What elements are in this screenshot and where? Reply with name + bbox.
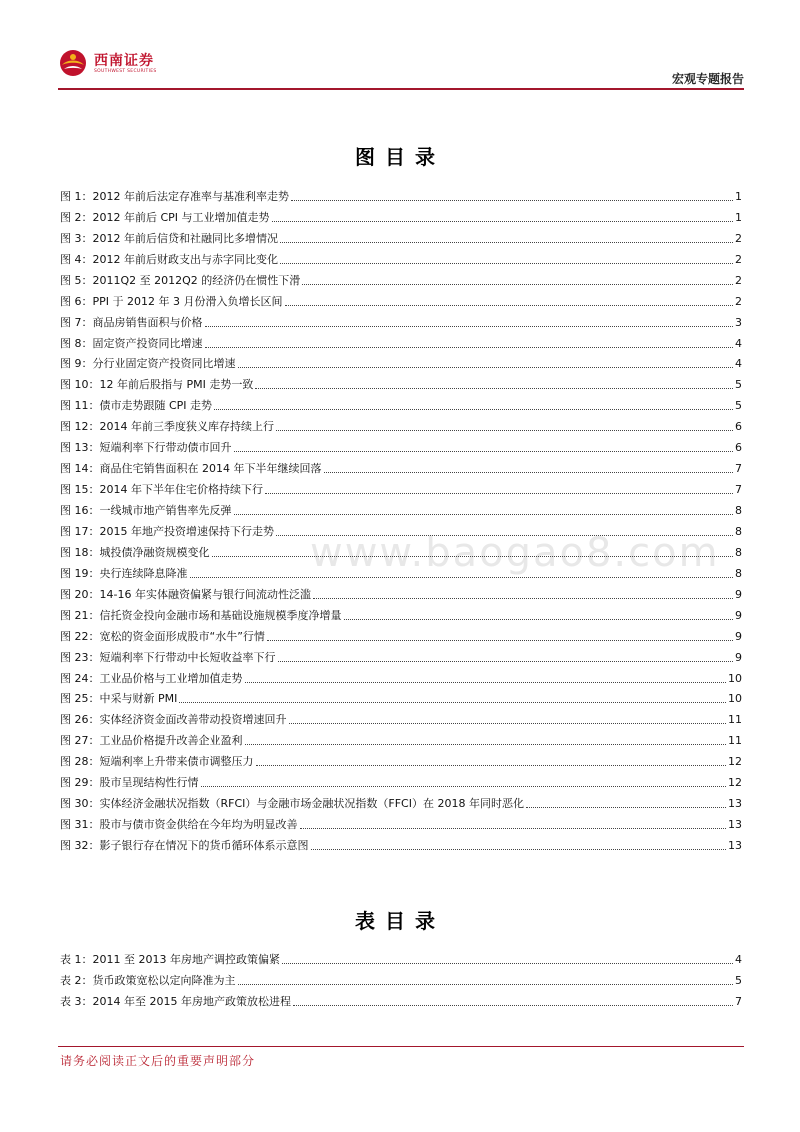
toc-page-number: 2	[735, 231, 742, 245]
toc-entry[interactable]	[60, 946, 742, 967]
toc-entry-text: 宽松的资金面形成股市“水牛”行情	[99, 629, 265, 643]
toc-page-number: 13	[728, 797, 742, 811]
toc-entry-number: 图 4：	[60, 252, 93, 266]
toc-entry-text: 商品住宅销售面积在 2014 年下半年继续回落	[99, 462, 322, 476]
toc-entry-title	[60, 483, 265, 497]
toc-entry-title	[60, 357, 238, 371]
toc-entry[interactable]	[60, 183, 742, 204]
toc-entry[interactable]	[60, 330, 742, 351]
toc-dot-leader	[282, 963, 733, 964]
toc-page-number: 10	[728, 692, 742, 706]
toc-entry-text: 工业品价格提升改善企业盈利	[99, 734, 243, 748]
toc-dot-leader	[267, 640, 733, 641]
toc-entry-title	[60, 651, 278, 665]
toc-dot-leader	[280, 242, 733, 243]
toc-entry-title	[60, 776, 201, 790]
toc-entry-text: 影子银行存在情况下的货币循环体系示意图	[99, 839, 309, 852]
toc-dot-leader	[205, 326, 734, 327]
toc-page-number: 8	[735, 524, 742, 538]
toc-entry-number: 图 13：	[60, 441, 100, 455]
toc-page-number: 9	[735, 629, 742, 643]
toc-entry-title	[60, 588, 313, 602]
toc-entry-text: 2012 年前后法定存准率与基准利率走势	[92, 189, 289, 203]
toc-dot-leader	[313, 598, 733, 599]
toc-entry-text: 股市与债市资金供给在今年均为明显改善	[99, 818, 298, 832]
toc-entry-text: 2012 年前后财政支出与赤字同比变化	[92, 252, 278, 266]
toc-entry-number: 图 16：	[60, 504, 100, 517]
toc-entry-text: 商品房销售面积与价格	[92, 315, 203, 329]
toc-entry-number: 图 31：	[60, 818, 100, 832]
toc-entry-title	[60, 232, 280, 246]
toc-entry-text: 实体经济金融状况指数（RFCI）与金融市场金融状况指数（FFCI）在 2018 年同时恶化	[99, 797, 524, 811]
toc-dot-leader	[291, 200, 733, 201]
watermark: www.baogao8.com	[310, 530, 720, 576]
toc-entry-text: 2014 年前三季度狭义库存持续上行	[99, 420, 274, 434]
toc-entry-number: 图 18：	[60, 545, 100, 559]
toc-dot-leader	[293, 1005, 733, 1006]
toc-page-number: 11	[728, 734, 742, 748]
toc-dot-leader	[212, 556, 734, 557]
toc-entry[interactable]	[60, 518, 742, 539]
toc-page-number: 8	[735, 504, 742, 517]
toc-entry-text: 2014 年下半年住宅价格持续下行	[99, 483, 263, 497]
toc-dot-leader	[245, 744, 727, 745]
toc-entry[interactable]	[60, 581, 742, 602]
toc-entry-number: 图 32：	[60, 839, 100, 852]
toc-entry-text: 2011 至 2013 年房地产调控政策偏紧	[92, 952, 280, 966]
toc-entry-text: 分行业固定资产投资同比增速	[92, 357, 236, 371]
toc-page-number: 4	[735, 357, 742, 371]
table-index-title: 表目录	[355, 909, 445, 933]
toc-entry-number: 表 3：	[60, 994, 93, 1008]
toc-entry[interactable]	[60, 497, 742, 518]
toc-dot-leader	[272, 221, 733, 222]
toc-entry-number: 图 25：	[60, 692, 100, 706]
toc-page-number: 11	[728, 713, 742, 727]
toc-entry-text: 2015 年地产投资增速保持下行走势	[99, 524, 274, 538]
toc-dot-leader	[214, 409, 733, 410]
toc-entry-number: 图 21：	[60, 608, 100, 622]
toc-entry[interactable]	[60, 748, 742, 769]
toc-page-number: 12	[728, 755, 742, 769]
toc-entry-title	[60, 953, 282, 967]
toc-entry[interactable]	[60, 539, 742, 560]
toc-entry-title	[60, 504, 234, 518]
toc-entry-text: 债市走势跟随 CPI 走势	[99, 399, 213, 413]
footer-divider	[58, 1046, 744, 1047]
toc-entry-number: 图 17：	[60, 524, 100, 538]
toc-page-number: 13	[728, 839, 742, 852]
toc-page-number: 6	[735, 420, 742, 434]
toc-page-number: 7	[735, 462, 742, 476]
toc-entry-number: 图 20：	[60, 587, 100, 601]
toc-entry-title	[60, 630, 267, 644]
toc-page-number: 9	[735, 587, 742, 601]
report-type-label: 宏观专题报告	[671, 72, 744, 86]
toc-dot-leader	[289, 723, 727, 724]
toc-entry-title	[60, 713, 289, 727]
toc-dot-leader	[238, 984, 734, 985]
toc-entry-title	[60, 734, 245, 748]
toc-entry-title	[60, 609, 344, 623]
toc-entry-number: 图 1：	[60, 189, 93, 203]
toc-entry[interactable]	[60, 267, 742, 288]
toc-dot-leader	[276, 430, 733, 431]
toc-entry-title	[60, 274, 302, 288]
toc-entry-number: 图 2：	[60, 210, 93, 224]
toc-entry-text: 股市呈现结构性行情	[99, 776, 199, 790]
toc-entry[interactable]	[60, 309, 742, 330]
toc-entry-title	[60, 295, 285, 309]
toc-entry[interactable]	[60, 967, 742, 988]
toc-dot-leader	[278, 661, 734, 662]
toc-page-number: 3	[735, 315, 742, 329]
toc-entry[interactable]	[60, 455, 742, 476]
toc-page-number: 13	[728, 818, 742, 832]
toc-entry[interactable]	[60, 832, 742, 853]
toc-entry-text: 工业品价格与工业增加值走势	[99, 671, 243, 685]
toc-entry-number: 图 15：	[60, 483, 100, 497]
toc-page-number: 2	[735, 252, 742, 266]
toc-entry-text: 短端利率下行带动中长短收益率下行	[99, 650, 276, 664]
toc-entry-text: 央行连续降息降准	[99, 566, 188, 580]
toc-dot-leader	[276, 535, 733, 536]
toc-entry[interactable]	[60, 602, 742, 623]
toc-dot-leader	[280, 263, 733, 264]
toc-page-number: 5	[735, 378, 742, 392]
toc-entry-title	[60, 672, 245, 686]
toc-entry[interactable]	[60, 665, 742, 686]
toc-entry-text: PPI 于 2012 年 3 月份滑入负增长区间	[92, 294, 283, 308]
toc-page-number: 8	[735, 545, 742, 559]
toc-entry[interactable]	[60, 288, 742, 309]
toc-page-number: 2	[735, 294, 742, 308]
toc-entry-number: 图 6：	[60, 294, 93, 308]
toc-entry-title	[60, 441, 234, 455]
toc-entry-text: 固定资产投资同比增速	[92, 336, 203, 350]
toc-entry-text: 城投债净融资规模变化	[99, 545, 210, 559]
toc-page-number: 2	[735, 273, 742, 287]
toc-dot-leader	[302, 284, 733, 285]
toc-entry-title	[60, 253, 280, 267]
toc-entry-title	[60, 399, 214, 413]
toc-entry[interactable]	[60, 769, 742, 790]
footer-disclaimer: 请务必阅读正文后的重要声明部分	[60, 1054, 256, 1068]
toc-dot-leader	[344, 619, 734, 620]
toc-entry[interactable]	[60, 623, 742, 644]
toc-entry-title	[60, 692, 179, 706]
toc-entry-text: 12 年前后股指与 PMI 走势一致	[99, 378, 254, 392]
toc-entry-number: 图 29：	[60, 776, 100, 790]
toc-entry[interactable]	[60, 706, 742, 727]
toc-entry[interactable]	[60, 225, 742, 246]
toc-dot-leader	[234, 451, 734, 452]
toc-entry-number: 图 10：	[60, 378, 100, 392]
toc-page-number: 5	[735, 973, 742, 987]
toc-entry-number: 图 9：	[60, 357, 93, 371]
toc-entry-number: 图 22：	[60, 629, 100, 643]
toc-dot-leader	[255, 388, 733, 389]
toc-entry-number: 图 11：	[60, 399, 100, 413]
toc-entry[interactable]	[60, 560, 742, 581]
toc-entry-title	[60, 995, 293, 1009]
toc-entry-number: 图 30：	[60, 797, 100, 811]
toc-entry-number: 图 27：	[60, 734, 100, 748]
toc-entry-title	[60, 755, 256, 769]
toc-entry-title	[60, 420, 276, 434]
toc-page-number: 1	[735, 210, 742, 224]
toc-entry-text: 短端利率上升带来债市调整压力	[99, 755, 254, 769]
toc-page-number: 6	[735, 441, 742, 455]
toc-entry-title	[60, 974, 238, 988]
toc-entry[interactable]	[60, 371, 742, 392]
toc-entry[interactable]	[60, 351, 742, 372]
toc-dot-leader	[234, 514, 734, 515]
toc-dot-leader	[285, 305, 734, 306]
logo-chinese-name: 西南证券	[94, 53, 154, 69]
toc-entry-text: 信托资金投向金融市场和基础设施规模季度净增量	[99, 608, 342, 622]
toc-dot-leader	[201, 786, 727, 787]
toc-entry-number: 图 8：	[60, 336, 93, 350]
toc-entry-text: 一线城市地产销售率先反弹	[99, 504, 232, 517]
toc-entry[interactable]	[60, 204, 742, 225]
toc-dot-leader	[179, 702, 726, 703]
toc-page-number: 4	[735, 336, 742, 350]
toc-entry-text: 实体经济资金面改善带动投资增速回升	[99, 713, 287, 727]
toc-entry-text: 2014 年至 2015 年房地产政策放松进程	[92, 994, 291, 1008]
toc-dot-leader	[526, 807, 726, 808]
company-logo	[58, 48, 178, 84]
toc-entry-title	[60, 316, 205, 330]
toc-entry-number: 图 5：	[60, 273, 93, 287]
toc-entry-text: 2012 年前后信贷和社融同比多增情况	[92, 231, 278, 245]
logo-mark-icon	[58, 48, 88, 78]
toc-entry[interactable]	[60, 811, 742, 832]
table-index-list	[60, 946, 742, 1009]
toc-entry[interactable]	[60, 392, 742, 413]
toc-entry-title	[60, 378, 255, 392]
toc-entry-number: 图 12：	[60, 420, 100, 434]
toc-entry-title	[60, 546, 212, 560]
toc-entry-number: 图 14：	[60, 462, 100, 476]
toc-entry[interactable]	[60, 988, 742, 1009]
toc-entry-number: 图 24：	[60, 671, 100, 685]
toc-entry-number: 表 2：	[60, 973, 93, 987]
toc-entry-title	[60, 567, 190, 581]
figure-index-list	[60, 183, 742, 853]
toc-page-number: 1	[735, 189, 742, 203]
logo-english-name: SOUTHWEST SECURITIES	[94, 69, 157, 74]
toc-entry-title	[60, 839, 311, 853]
toc-entry-text: 14-16 年实体融资偏紧与银行间流动性泛滥	[99, 587, 311, 601]
toc-entry-title	[60, 190, 291, 204]
header-divider	[58, 88, 744, 90]
toc-entry-number: 图 26：	[60, 713, 100, 727]
toc-dot-leader	[300, 828, 727, 829]
toc-entry-title	[60, 211, 272, 225]
toc-page-number: 7	[735, 483, 742, 497]
toc-entry[interactable]	[60, 476, 742, 497]
toc-dot-leader	[245, 682, 727, 683]
toc-entry-title	[60, 797, 526, 811]
toc-dot-leader	[256, 765, 727, 766]
toc-page-number: 12	[728, 776, 742, 790]
toc-entry-title	[60, 525, 276, 539]
toc-entry[interactable]	[60, 644, 742, 665]
toc-entry-text: 货币政策宽松以定向降准为主	[92, 973, 236, 987]
toc-dot-leader	[311, 849, 727, 850]
toc-entry-number: 图 28：	[60, 755, 100, 769]
toc-entry[interactable]	[60, 790, 742, 811]
toc-dot-leader	[238, 367, 734, 368]
toc-entry-title	[60, 818, 300, 832]
toc-page-number: 7	[735, 994, 742, 1008]
toc-page-number: 8	[735, 566, 742, 580]
toc-entry[interactable]	[60, 686, 742, 707]
toc-entry[interactable]	[60, 727, 742, 748]
toc-entry-number: 图 19：	[60, 566, 100, 580]
toc-dot-leader	[190, 577, 734, 578]
toc-entry[interactable]	[60, 246, 742, 267]
toc-entry-text: 中采与财新 PMI	[99, 692, 178, 706]
toc-dot-leader	[205, 347, 734, 348]
toc-entry[interactable]	[60, 434, 742, 455]
toc-page-number: 5	[735, 399, 742, 413]
toc-page-number: 10	[728, 671, 742, 685]
toc-dot-leader	[265, 493, 733, 494]
toc-dot-leader	[324, 472, 734, 473]
toc-entry-number: 表 1：	[60, 952, 93, 966]
toc-entry-text: 2012 年前后 CPI 与工业增加值走势	[92, 210, 270, 224]
page-header	[0, 0, 800, 92]
toc-entry-text: 短端利率下行带动债市回升	[99, 441, 232, 455]
toc-entry-number: 图 23：	[60, 650, 100, 664]
toc-entry-number: 图 3：	[60, 231, 93, 245]
toc-page-number: 9	[735, 650, 742, 664]
toc-page-number: 4	[735, 952, 742, 966]
toc-page-number: 9	[735, 608, 742, 622]
toc-entry-title	[60, 337, 205, 351]
toc-entry-text: 2011Q2 至 2012Q2 的经济仍在惯性下滑	[92, 273, 301, 287]
toc-entry-number: 图 7：	[60, 315, 93, 329]
toc-entry-title	[60, 462, 324, 476]
toc-entry[interactable]	[60, 413, 742, 434]
figure-index-title: 图目录	[355, 145, 445, 169]
